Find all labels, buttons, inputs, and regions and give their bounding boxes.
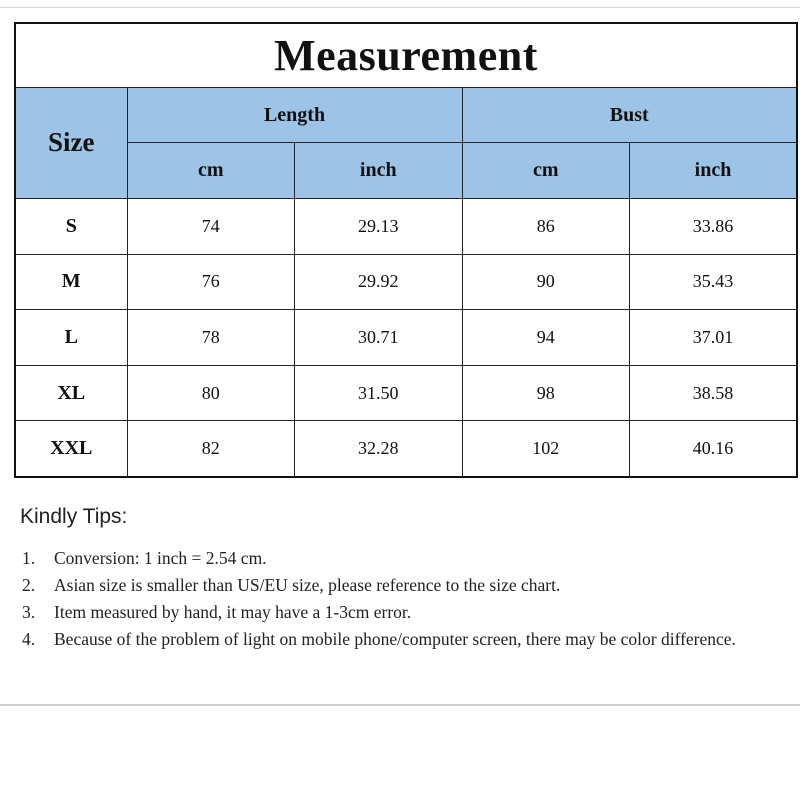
bust-cm-cell: 102 [462, 421, 630, 477]
length-group-header: Length [127, 87, 462, 143]
size-label: XXL [15, 421, 127, 477]
bust-inch-cell: 40.16 [630, 421, 798, 477]
length-cm-cell: 82 [127, 421, 295, 477]
table-row [15, 365, 797, 421]
length-inch-cell: 31.50 [295, 365, 463, 421]
bust-inch-cell: 35.43 [630, 254, 798, 310]
length-cm-cell: 74 [127, 198, 295, 254]
size-label: S [15, 198, 127, 254]
length-inch-header: inch [295, 143, 463, 199]
table-row [15, 310, 797, 366]
measurement-table [14, 22, 798, 478]
length-inch-cell: 29.13 [295, 198, 463, 254]
tip-item [20, 545, 795, 572]
top-divider [0, 7, 800, 8]
bust-cm-header: cm [462, 143, 630, 199]
length-inch-cell: 32.28 [295, 421, 463, 477]
tip-text: Asian size is smaller than US/EU size, please reference to the size chart. [54, 575, 561, 595]
bust-cm-cell: 86 [462, 198, 630, 254]
table-title: Measurement [15, 23, 797, 87]
kindly-tips [20, 505, 795, 653]
bust-cm-cell: 90 [462, 254, 630, 310]
length-inch-cell: 29.92 [295, 254, 463, 310]
tip-number: 2. [22, 575, 36, 595]
table-row [15, 254, 797, 310]
bust-inch-header: inch [630, 143, 798, 199]
bust-inch-cell: 37.01 [630, 310, 798, 366]
length-inch-cell: 30.71 [295, 310, 463, 366]
size-label: XL [15, 365, 127, 421]
size-column-header: Size [15, 87, 127, 198]
bottom-divider [0, 704, 800, 706]
tips-title: Kindly Tips: [20, 505, 128, 528]
tip-number: 4. [22, 629, 36, 649]
tip-number: 3. [22, 602, 36, 622]
length-cm-header: cm [127, 143, 295, 199]
length-cm-cell: 76 [127, 254, 295, 310]
tip-item [20, 572, 795, 599]
tip-text: Because of the problem of light on mobile phone/computer screen, there may be color difference. [54, 629, 736, 649]
length-cm-cell: 80 [127, 365, 295, 421]
size-chart [14, 22, 798, 478]
tip-number: 1. [22, 548, 36, 568]
tip-item [20, 626, 795, 653]
bust-inch-cell: 38.58 [630, 365, 798, 421]
bust-inch-cell: 33.86 [630, 198, 798, 254]
bust-group-header: Bust [462, 87, 797, 143]
bust-cm-cell: 98 [462, 365, 630, 421]
bust-cm-cell: 94 [462, 310, 630, 366]
tip-text: Item measured by hand, it may have a 1-3cm error. [54, 602, 412, 622]
tips-list [20, 545, 795, 653]
table-row [15, 198, 797, 254]
size-label: L [15, 310, 127, 366]
size-label: M [15, 254, 127, 310]
tip-text: Conversion: 1 inch = 2.54 cm. [54, 548, 267, 568]
length-cm-cell: 78 [127, 310, 295, 366]
tip-item [20, 599, 795, 626]
table-row [15, 421, 797, 477]
